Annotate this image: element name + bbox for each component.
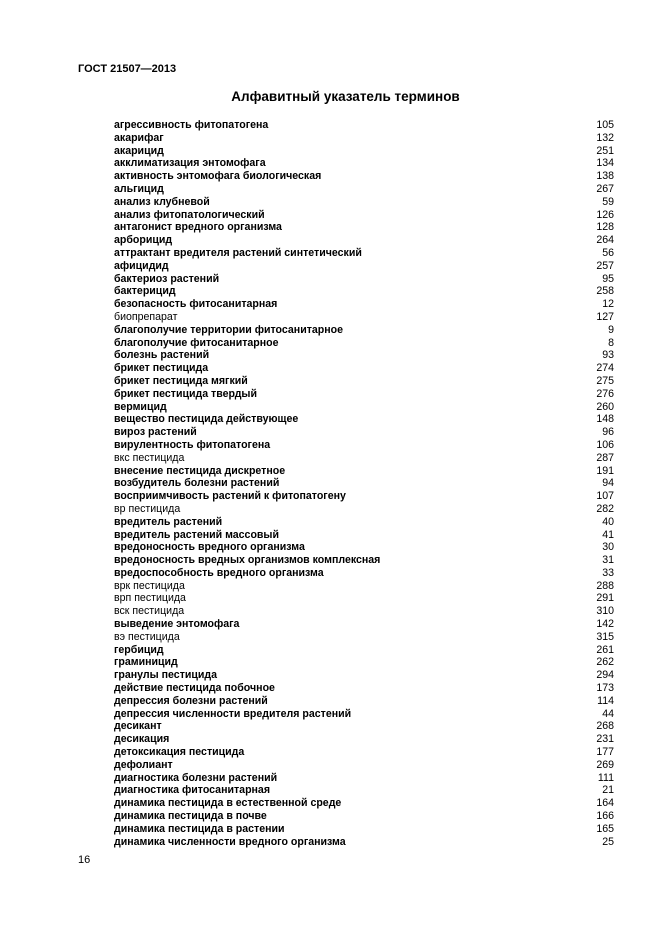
index-term: вэ пестицида [114, 630, 180, 643]
index-term: вермицид [114, 400, 167, 413]
index-term: антагонист вредного организма [114, 221, 282, 234]
index-term: десикация [114, 733, 170, 746]
index-term: вредоносность вредного организма [114, 541, 305, 554]
index-entry [114, 656, 614, 669]
index-term: благополучие фитосанитарное [114, 336, 279, 349]
index-term: дефолиант [114, 758, 173, 771]
index-entry [114, 439, 614, 452]
index-entry [114, 823, 614, 836]
index-entry [114, 605, 614, 618]
index-page-ref: 126 [596, 208, 614, 221]
index-page-ref: 173 [596, 682, 614, 695]
index-entry [114, 209, 614, 222]
index-page-ref: 127 [596, 310, 614, 323]
index-entry [114, 285, 614, 298]
index-term: вредитель растений массовый [114, 528, 279, 541]
index-page-ref: 132 [596, 131, 614, 144]
index-entry [114, 567, 614, 580]
index-page-ref: 165 [596, 822, 614, 835]
index-entry [114, 490, 614, 503]
index-page-ref: 191 [596, 464, 614, 477]
index-page-ref: 142 [596, 618, 614, 631]
index-page-ref: 264 [596, 234, 614, 247]
index-term: депрессия численности вредителя растений [114, 707, 352, 720]
index-page-ref: 177 [596, 746, 614, 759]
index-term: брикет пестицида [114, 362, 209, 375]
page-title: Алфавитный указатель терминов [231, 89, 460, 104]
index-page-ref: 258 [596, 285, 614, 298]
index-page-ref: 291 [596, 592, 614, 605]
index-term: брикет пестицида мягкий [114, 374, 248, 387]
index-page-ref: 275 [596, 374, 614, 387]
index-entry [114, 119, 614, 132]
index-term: диагностика болезни растений [114, 771, 278, 784]
index-page-ref: 9 [608, 323, 614, 336]
index-page-ref: 114 [597, 694, 614, 707]
index-page-ref: 310 [596, 605, 614, 618]
index-page-ref: 128 [596, 221, 614, 234]
index-term: афицидид [114, 259, 169, 272]
index-term: бактериоз растений [114, 272, 220, 285]
index-entry [114, 375, 614, 388]
index-page-ref: 262 [596, 656, 614, 669]
index-page-ref: 134 [596, 157, 614, 170]
index-term: акарицид [114, 144, 164, 157]
index-term: бактерицид [114, 285, 176, 298]
index-term: акклиматизация энтомофага [114, 157, 266, 170]
index-term: вироз растений [114, 426, 197, 439]
index-entry [114, 145, 614, 158]
index-entry [114, 529, 614, 542]
index-term: арборицид [114, 234, 173, 247]
index-entry [114, 452, 614, 465]
index-page-ref: 260 [596, 400, 614, 413]
index-term: брикет пестицида твердый [114, 387, 257, 400]
index-entry [114, 682, 614, 695]
index-term: благополучие территории фитосанитарное [114, 323, 344, 336]
index-entry [114, 221, 614, 234]
index-page-ref: 25 [602, 835, 614, 848]
index-page-ref: 276 [596, 387, 614, 400]
index-entry [114, 720, 614, 733]
index-entry [114, 516, 614, 529]
index-entry [114, 362, 614, 375]
index-page-ref: 282 [596, 502, 614, 515]
index-entry [114, 592, 614, 605]
index-term: вирулентность фитопатогена [114, 438, 271, 451]
index-page-ref: 59 [602, 195, 614, 208]
index-page-ref: 40 [602, 515, 614, 528]
index-term: диагностика фитосанитарная [114, 784, 271, 797]
index-entry [114, 170, 614, 183]
index-page-ref: 251 [596, 144, 614, 157]
index-term: возбудитель болезни растений [114, 477, 280, 490]
index-page-ref: 166 [596, 810, 614, 823]
index-term: гербицид [114, 643, 164, 656]
index-entry [114, 759, 614, 772]
index-page-ref: 8 [608, 336, 614, 349]
document-code: ГОСТ 21507—2013 [78, 63, 177, 75]
index-term: болезнь растений [114, 349, 210, 362]
index-term: анализ фитопатологический [114, 208, 265, 221]
index-entry [114, 196, 614, 209]
index-entry [114, 388, 614, 401]
index-entry [114, 273, 614, 286]
index-entry [114, 234, 614, 247]
index-page-ref: 274 [596, 362, 614, 375]
index-page-ref: 44 [602, 707, 614, 720]
index-entry [114, 618, 614, 631]
index-entry [114, 477, 614, 490]
index-page-ref: 261 [596, 643, 614, 656]
index-entry [114, 349, 614, 362]
index-term: вр пестицида [114, 502, 181, 515]
index-page-ref: 164 [596, 797, 614, 810]
index-term: выведение энтомофага [114, 618, 240, 631]
index-term: агрессивность фитопатогена [114, 119, 269, 131]
index-entry [114, 413, 614, 426]
index-term: действие пестицида побочное [114, 682, 275, 695]
index-page-ref: 96 [602, 426, 614, 439]
index-term: граминицид [114, 656, 178, 669]
index-term: десикант [114, 720, 162, 733]
index-entry [114, 324, 614, 337]
index-page-ref: 148 [596, 413, 614, 426]
index-page-ref: 257 [596, 259, 614, 272]
index-entry [114, 311, 614, 324]
index-term: гранулы пестицида [114, 669, 218, 682]
index-term: внесение пестицида дискретное [114, 464, 286, 477]
index-page-ref: 93 [602, 349, 614, 362]
index-page-ref: 315 [596, 630, 614, 643]
index-term: детоксикация пестицида [114, 746, 245, 759]
index-term: биопрепарат [114, 310, 178, 323]
index-page-ref: 41 [602, 528, 614, 541]
index-term: вредитель растений [114, 515, 223, 528]
index-entry [114, 298, 614, 311]
index-entry [114, 772, 614, 785]
index-page-ref: 267 [596, 182, 614, 195]
index-page-ref: 269 [596, 758, 614, 771]
index-page-ref: 30 [602, 541, 614, 554]
index-entry [114, 132, 614, 145]
index-entry [114, 401, 614, 414]
index-entry [114, 810, 614, 823]
index-entry [114, 695, 614, 708]
index-term: активность энтомофага биологическая [114, 170, 322, 183]
index-entry [114, 580, 614, 593]
index-entry [114, 797, 614, 810]
index-entry [114, 733, 614, 746]
index-page-ref: 231 [596, 733, 614, 746]
index-term: динамика численности вредного организма [114, 835, 346, 848]
index-term: акарифаг [114, 131, 164, 144]
index-term: врк пестицида [114, 579, 185, 592]
index-term: динамика пестицида в естественной среде [114, 797, 342, 810]
index-page-ref: 12 [602, 298, 614, 311]
index-entry [114, 503, 614, 516]
index-page-ref: 107 [596, 490, 614, 503]
index-entry [114, 708, 614, 721]
index-term: динамика пестицида в растении [114, 822, 285, 835]
index-term: вещество пестицида действующее [114, 413, 299, 426]
index-term: вредоносность вредных организмов комплексная [114, 554, 381, 567]
index-term: восприимчивость растений к фитопатогену [114, 490, 346, 503]
index-page-ref: 111 [597, 771, 614, 784]
index-page-ref: 106 [596, 438, 614, 451]
index-page-ref: 268 [596, 720, 614, 733]
index-page-ref: 94 [602, 477, 614, 490]
index-term: анализ клубневой [114, 195, 210, 208]
index-entry [114, 465, 614, 478]
index-entry [114, 784, 614, 797]
index-page-ref: 95 [602, 272, 614, 285]
index-page-ref: 287 [596, 451, 614, 464]
index-entry [114, 426, 614, 439]
index-page-ref: 294 [596, 669, 614, 682]
index-entry [114, 337, 614, 350]
index-entry [114, 260, 614, 273]
index-term: аттрактант вредителя растений синтетический [114, 246, 362, 259]
index-term: вредоспособность вредного организма [114, 566, 324, 579]
index-entry [114, 157, 614, 170]
index-entry [114, 183, 614, 196]
index-page-ref: 33 [602, 566, 614, 579]
index-term: вск пестицида [114, 605, 185, 618]
index-term: динамика пестицида в почве [114, 810, 267, 823]
index-entry [114, 836, 614, 849]
term-index-list [114, 119, 614, 848]
index-term: врп пестицида [114, 592, 186, 605]
index-term: вкс пестицида [114, 451, 185, 464]
index-term: альгицид [114, 182, 164, 195]
index-entry [114, 746, 614, 759]
index-page-ref: 31 [602, 554, 614, 567]
index-entry [114, 541, 614, 554]
index-term: депрессия болезни растений [114, 694, 268, 707]
page-number: 16 [78, 854, 91, 866]
index-entry [114, 669, 614, 682]
index-page-ref: 138 [596, 170, 614, 183]
index-term: безопасность фитосанитарная [114, 298, 278, 311]
index-page-ref: 288 [596, 579, 614, 592]
index-entry [114, 631, 614, 644]
index-entry [114, 554, 614, 567]
index-page-ref: 56 [602, 246, 614, 259]
index-page-ref: 21 [602, 784, 614, 797]
index-entry [114, 247, 614, 260]
index-page-ref: 105 [596, 119, 614, 131]
index-entry [114, 644, 614, 657]
